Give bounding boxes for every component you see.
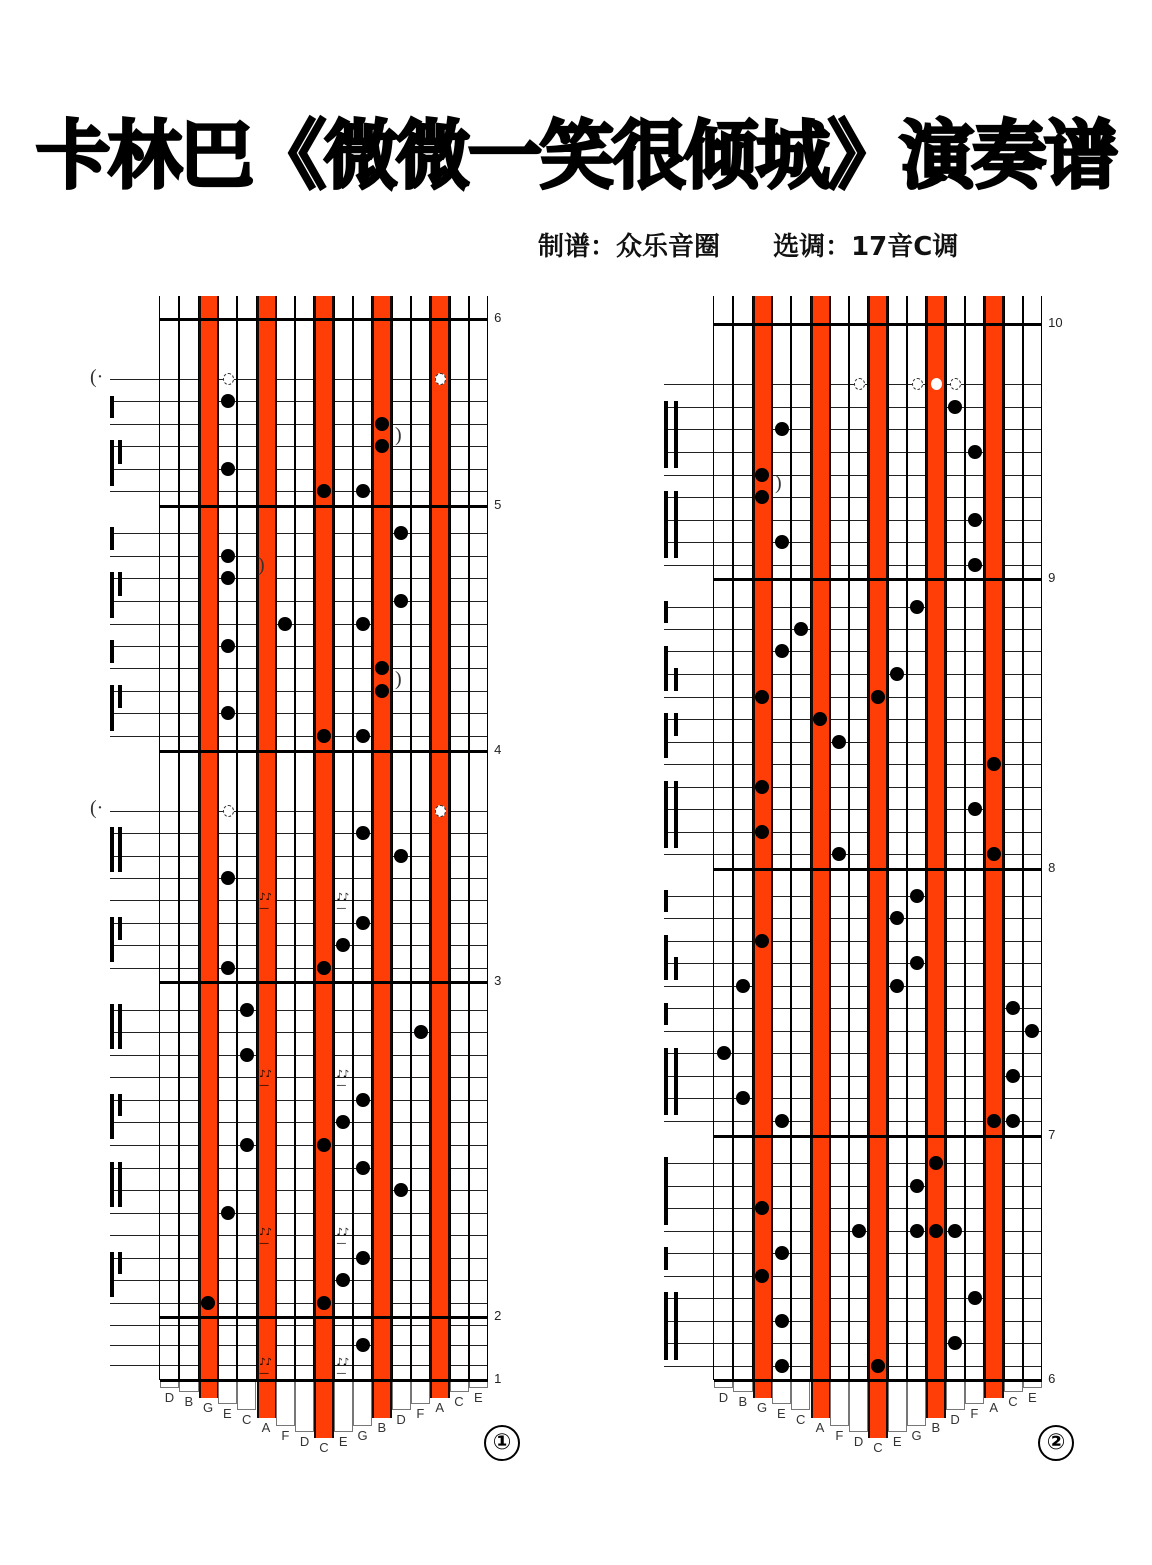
tine-label-D: D xyxy=(164,1390,175,1405)
tine-divider xyxy=(713,296,714,1380)
open-note xyxy=(223,373,234,385)
slur-mark: (· xyxy=(90,797,104,819)
tine-label-D: D xyxy=(853,1434,864,1449)
bar-line xyxy=(714,323,1042,326)
tine-label-F: F xyxy=(835,1428,844,1443)
note-dot xyxy=(890,911,904,925)
arranger-label: 制谱：众乐音圈 xyxy=(538,232,721,262)
note-dot xyxy=(910,600,924,614)
tine-label-F: F xyxy=(416,1406,425,1421)
note-dot xyxy=(775,1114,789,1128)
open-note xyxy=(931,378,942,390)
note-dot xyxy=(968,513,982,527)
page-number-badge: ② xyxy=(1038,1425,1074,1461)
tine-label-A: A xyxy=(261,1420,271,1435)
note-dot xyxy=(278,617,292,631)
rhythm-stem xyxy=(664,491,668,558)
note-dot xyxy=(910,889,924,903)
bar-line xyxy=(160,1379,488,1382)
note-dot xyxy=(394,526,408,540)
note-dot xyxy=(317,484,331,498)
grace-note-icon: ♪♪— xyxy=(336,892,350,914)
rhythm-stem xyxy=(664,781,668,848)
page-number-badge: ① xyxy=(484,1425,520,1461)
rhythm-stem xyxy=(674,401,678,468)
rhythm-stem xyxy=(110,1094,114,1139)
tine-label-D: D xyxy=(718,1390,729,1405)
bar-number: 6 xyxy=(1048,1371,1056,1386)
note-dot xyxy=(394,594,408,608)
grace-note-icon: ♪♪— xyxy=(259,1227,272,1249)
note-dot xyxy=(394,849,408,863)
rhythm-stem xyxy=(664,401,668,468)
tine-label-E: E xyxy=(892,1434,902,1449)
note-dot xyxy=(929,1224,943,1238)
tine-foot xyxy=(888,1380,907,1432)
note-dot xyxy=(910,1179,924,1193)
note-dot xyxy=(221,549,235,563)
tine-label-E: E xyxy=(223,1406,232,1421)
rhythm-stem xyxy=(118,572,122,596)
tine-divider xyxy=(732,296,734,1380)
tine-label-A: A xyxy=(435,1400,445,1415)
note-dot xyxy=(736,979,750,993)
note-dot xyxy=(375,417,389,431)
tine-label-E: E xyxy=(1027,1390,1037,1405)
note-dot xyxy=(336,1115,350,1129)
note-dot xyxy=(375,439,389,453)
note-dot xyxy=(356,1338,370,1352)
tine-foot xyxy=(830,1380,849,1426)
note-dot xyxy=(221,961,235,975)
note-dot xyxy=(240,1048,254,1062)
note-dot xyxy=(794,622,808,636)
rhythm-stem xyxy=(674,491,678,558)
note-dot xyxy=(775,1359,789,1373)
rhythm-stem xyxy=(664,713,668,758)
note-dot xyxy=(948,1224,962,1238)
note-dot xyxy=(1006,1069,1020,1083)
rhythm-stem xyxy=(118,1094,122,1116)
note-dot xyxy=(987,757,1001,771)
note-dot xyxy=(775,1314,789,1328)
bar-number: 5 xyxy=(494,497,502,512)
rhythm-stem xyxy=(110,640,114,663)
tine-label-C: C xyxy=(795,1412,806,1427)
bar-number: 3 xyxy=(494,973,502,988)
grace-note-icon: ♪♪— xyxy=(336,1069,350,1091)
bar-line xyxy=(160,505,488,508)
tine-label-B: B xyxy=(184,1394,194,1409)
tine-foot xyxy=(295,1380,314,1432)
rhythm-stem xyxy=(674,668,678,691)
rhythm-stem xyxy=(664,1048,668,1115)
note-dot xyxy=(336,1273,350,1287)
note-dot xyxy=(775,644,789,658)
note-dot xyxy=(987,847,1001,861)
bar-number: 2 xyxy=(494,1308,502,1323)
note-dot xyxy=(775,535,789,549)
rhythm-stem xyxy=(110,1162,114,1207)
tine-label-G: G xyxy=(757,1400,768,1415)
tine-label-D: D xyxy=(396,1412,406,1427)
note-dot xyxy=(1006,1114,1020,1128)
note-dot xyxy=(221,871,235,885)
note-dot xyxy=(852,1224,866,1238)
tine-divider xyxy=(468,296,470,1380)
tine-label-E: E xyxy=(338,1434,348,1449)
note-dot xyxy=(221,1206,235,1220)
bar-number: 8 xyxy=(1048,860,1056,875)
tine-foot xyxy=(353,1380,372,1426)
tine-label-C: C xyxy=(1008,1394,1018,1409)
open-note xyxy=(435,805,446,817)
note-dot xyxy=(832,735,846,749)
note-dot xyxy=(910,1224,924,1238)
open-note xyxy=(854,378,865,390)
rhythm-stem xyxy=(664,1292,668,1360)
grace-note-icon: ♪♪— xyxy=(336,1227,350,1249)
tine-label-F: F xyxy=(281,1428,290,1443)
bar-line xyxy=(160,1316,488,1319)
grace-note-icon: ♪♪— xyxy=(259,1069,272,1091)
rhythm-stem xyxy=(664,1157,668,1225)
note-dot xyxy=(775,1246,789,1260)
tine-divider xyxy=(790,296,792,1380)
rhythm-stem xyxy=(674,1292,678,1360)
rhythm-stem xyxy=(664,890,668,912)
note-dot xyxy=(221,639,235,653)
rhythm-stem xyxy=(118,440,122,464)
note-dot xyxy=(356,729,370,743)
tine-label-E: E xyxy=(777,1406,786,1421)
red-tine-C xyxy=(868,296,888,1438)
rhythm-stem xyxy=(110,396,114,418)
bar-number: 6 xyxy=(494,310,502,325)
red-tine-C xyxy=(314,296,334,1438)
rhythm-stem xyxy=(674,781,678,848)
note-dot xyxy=(968,445,982,459)
note-dot xyxy=(356,916,370,930)
note-dot xyxy=(890,667,904,681)
rhythm-stem xyxy=(118,1252,122,1274)
tine-divider xyxy=(1022,296,1024,1380)
note-dot xyxy=(832,847,846,861)
tine-label-G: G xyxy=(203,1400,214,1415)
tine-divider xyxy=(236,296,238,1380)
rhythm-stem xyxy=(110,827,114,872)
note-dot xyxy=(240,1138,254,1152)
tine-label-G: G xyxy=(911,1428,922,1443)
bar-line xyxy=(160,318,488,321)
tine-foot xyxy=(237,1380,256,1410)
tine-label-D: D xyxy=(950,1412,960,1427)
note-dot xyxy=(775,422,789,436)
tine-foot xyxy=(276,1380,295,1426)
bar-number: 1 xyxy=(494,1371,502,1386)
grace-note-icon: ♪♪— xyxy=(336,1357,350,1379)
key-label: 选调：17音C调 xyxy=(773,232,959,262)
rhythm-stem xyxy=(664,1247,668,1270)
tine-foot xyxy=(946,1380,965,1410)
tine-divider xyxy=(352,296,354,1380)
rhythm-stem xyxy=(110,527,114,550)
tine-foot xyxy=(218,1380,237,1404)
note-dot xyxy=(987,1114,1001,1128)
tine-divider xyxy=(1041,296,1042,1380)
bar-line xyxy=(160,750,488,753)
red-tine-B xyxy=(372,296,392,1418)
rhythm-stem xyxy=(664,1003,668,1025)
bar-number: 4 xyxy=(494,742,502,757)
open-note xyxy=(223,805,234,817)
note-dot xyxy=(890,979,904,993)
tine-foot xyxy=(907,1380,926,1426)
rhythm-stem xyxy=(664,646,668,691)
note-dot xyxy=(317,729,331,743)
red-tine-A xyxy=(430,296,450,1398)
note-dot xyxy=(717,1046,731,1060)
note-dot xyxy=(356,484,370,498)
tine-label-C: C xyxy=(319,1440,329,1455)
note-dot xyxy=(221,706,235,720)
tine-foot xyxy=(411,1380,430,1404)
grace-note-icon: ♪♪— xyxy=(259,892,272,914)
rhythm-stem xyxy=(110,572,114,618)
bar-number: 7 xyxy=(1048,1127,1056,1142)
note-dot xyxy=(871,1359,885,1373)
tine-foot xyxy=(772,1380,791,1404)
open-note xyxy=(950,378,961,390)
note-dot xyxy=(375,661,389,675)
open-note xyxy=(912,378,923,390)
tine-label-A: A xyxy=(989,1400,999,1415)
red-tine-B xyxy=(926,296,946,1418)
rhythm-stem xyxy=(118,1162,122,1207)
note-dot xyxy=(221,571,235,585)
open-note xyxy=(435,373,446,385)
note-dot xyxy=(221,394,235,408)
note-dot xyxy=(871,690,885,704)
rhythm-stem xyxy=(118,1004,122,1049)
note-dot xyxy=(910,956,924,970)
tine-label-A: A xyxy=(815,1420,825,1435)
rhythm-stem xyxy=(674,1048,678,1115)
tine-label-B: B xyxy=(738,1394,748,1409)
rhythm-stem xyxy=(118,917,122,940)
rhythm-stem xyxy=(118,685,122,708)
tine-divider xyxy=(410,296,412,1380)
tine-label-E: E xyxy=(473,1390,483,1405)
bar-line xyxy=(714,578,1042,581)
rhythm-stem xyxy=(110,1004,114,1049)
tine-label-C: C xyxy=(873,1440,883,1455)
tine-foot xyxy=(334,1380,353,1432)
red-tine-A xyxy=(811,296,831,1418)
bar-number: 9 xyxy=(1048,570,1056,585)
note-dot xyxy=(1025,1024,1039,1038)
tine-foot xyxy=(392,1380,411,1410)
note-dot xyxy=(356,1093,370,1107)
note-dot xyxy=(394,1183,408,1197)
note-dot xyxy=(948,400,962,414)
credits xyxy=(538,226,1002,263)
tine-divider xyxy=(159,296,160,1380)
tine-divider xyxy=(487,296,488,1380)
note-dot xyxy=(968,802,982,816)
rhythm-stem xyxy=(674,957,678,980)
slur-mark: ) xyxy=(395,668,402,690)
note-dot xyxy=(968,1291,982,1305)
note-dot xyxy=(968,558,982,572)
rhythm-stem xyxy=(110,440,114,486)
tine-divider xyxy=(178,296,180,1380)
rhythm-stem xyxy=(110,1252,114,1297)
note-dot xyxy=(414,1025,428,1039)
slur-mark: ) xyxy=(395,424,402,446)
tine-label-G: G xyxy=(357,1428,368,1443)
note-dot xyxy=(375,684,389,698)
tine-divider xyxy=(906,296,908,1380)
note-dot xyxy=(356,1251,370,1265)
note-dot xyxy=(736,1091,750,1105)
tine-foot xyxy=(849,1380,868,1432)
note-dot xyxy=(240,1003,254,1017)
tine-label-C: C xyxy=(241,1412,252,1427)
rhythm-stem xyxy=(110,917,114,962)
page-title: 卡林巴《微微一笑很倾城》演奏谱 xyxy=(36,113,1116,199)
tine-label-B: B xyxy=(377,1420,387,1435)
note-dot xyxy=(1006,1001,1020,1015)
tine-foot xyxy=(791,1380,810,1410)
note-dot xyxy=(336,938,350,952)
rhythm-stem xyxy=(118,827,122,872)
tine-divider xyxy=(964,296,966,1380)
grace-note-icon: ♪♪— xyxy=(259,1357,272,1379)
note-dot xyxy=(929,1156,943,1170)
note-dot xyxy=(356,1161,370,1175)
note-dot xyxy=(356,826,370,840)
slur-mark: ) xyxy=(258,554,265,576)
tine-label-B: B xyxy=(931,1420,941,1435)
note-dot xyxy=(317,961,331,975)
bar-number: 10 xyxy=(1048,315,1063,330)
tine-label-F: F xyxy=(970,1406,979,1421)
tine-divider xyxy=(294,296,296,1380)
tine-foot xyxy=(965,1380,984,1404)
rhythm-stem xyxy=(110,685,114,731)
tine-label-C: C xyxy=(454,1394,464,1409)
red-tine-A xyxy=(257,296,277,1418)
bar-line xyxy=(160,981,488,984)
red-tine-G xyxy=(753,296,773,1398)
note-dot xyxy=(221,462,235,476)
slur-mark: (· xyxy=(90,366,104,388)
rhythm-stem xyxy=(664,601,668,623)
bar-line xyxy=(714,868,1042,871)
bar-line xyxy=(714,1135,1042,1138)
note-dot xyxy=(948,1336,962,1350)
tine-divider xyxy=(848,296,850,1380)
tine-label-D: D xyxy=(299,1434,310,1449)
note-dot xyxy=(317,1296,331,1310)
note-dot xyxy=(356,617,370,631)
red-tine-G xyxy=(199,296,219,1398)
rhythm-stem xyxy=(664,935,668,980)
rhythm-stem xyxy=(674,713,678,736)
note-dot xyxy=(317,1138,331,1152)
bar-line xyxy=(714,1379,1042,1382)
slur-mark: ) xyxy=(775,472,782,494)
